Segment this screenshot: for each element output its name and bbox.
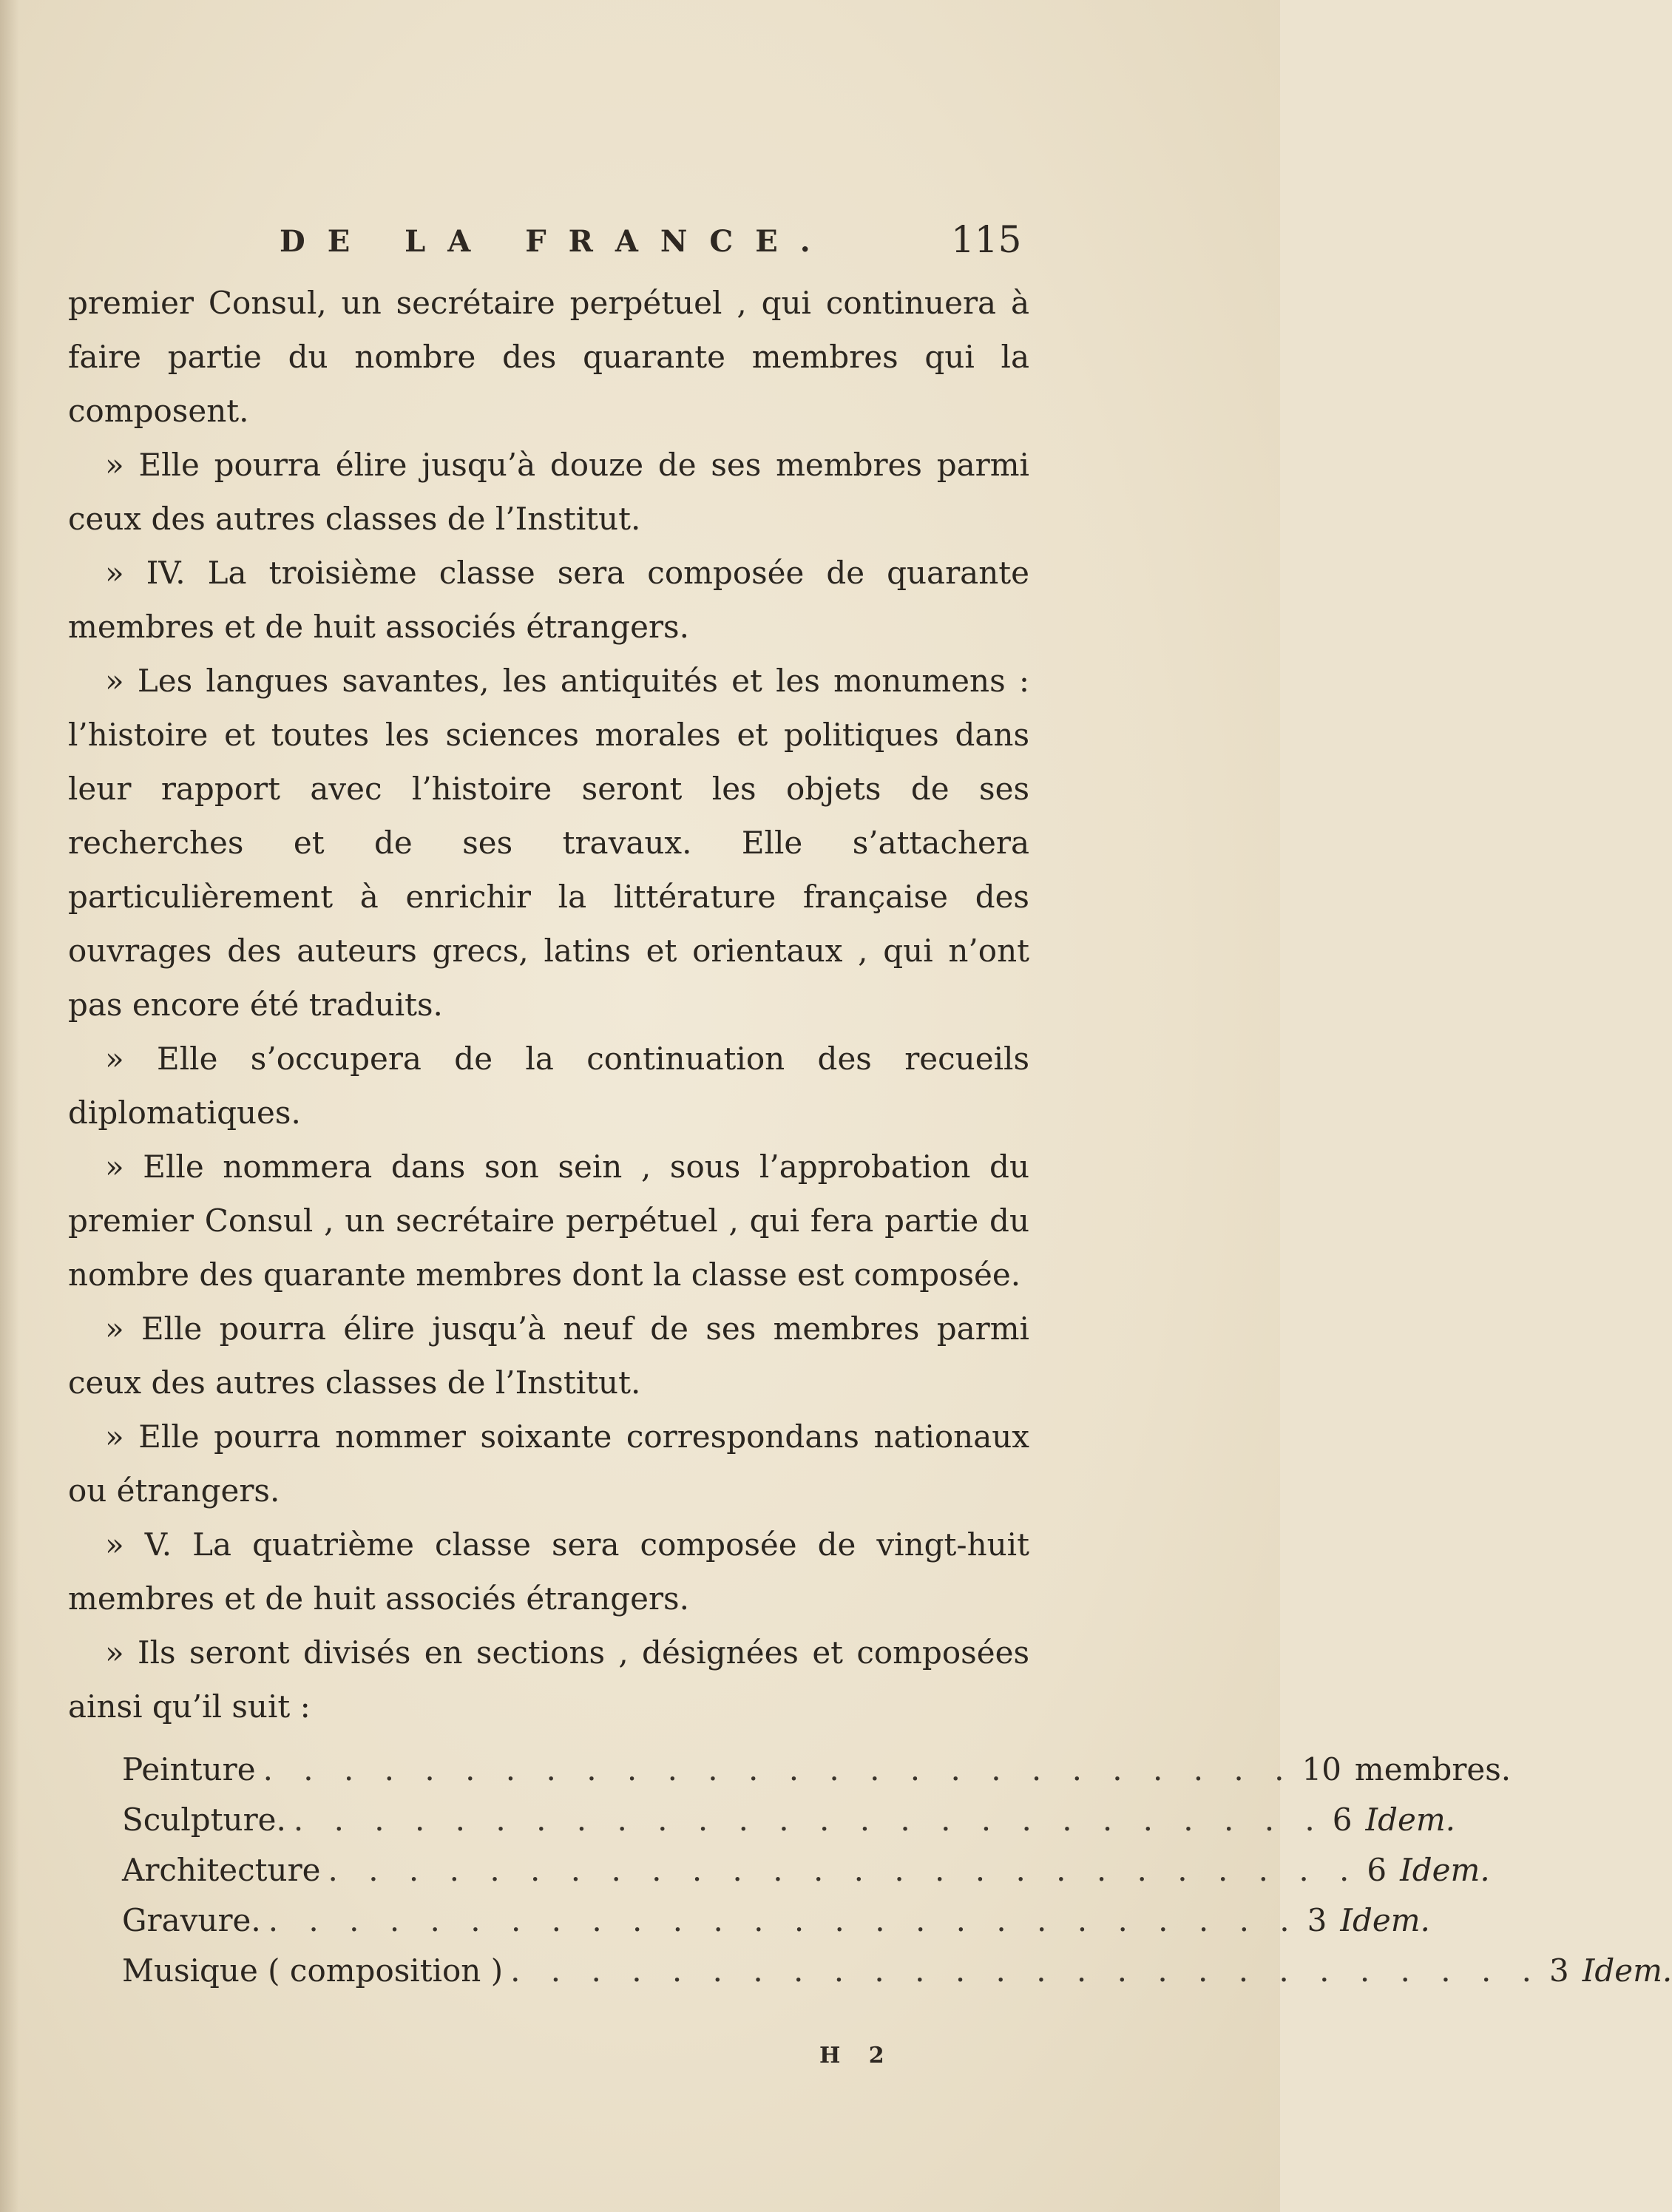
leader-dots: . . . . . . . . . . . . . . . . . . . . . . . . . .: [293, 1802, 1325, 1838]
section-row: [122, 1902, 1430, 1952]
section-name: Musique ( composition ): [122, 1952, 504, 1989]
page-number: 115: [951, 218, 1022, 261]
section-row: [122, 1751, 1512, 1802]
page-edge-shadow: [0, 0, 19, 2212]
section-name: Architecture: [122, 1852, 321, 1888]
paragraph: » IV. La troisième classe sera composée de quarante membres et de huit associés étrangers.: [68, 555, 1029, 645]
section-name: Gravure.: [122, 1902, 261, 1938]
signature-mark: H 2: [819, 2043, 895, 2069]
running-head: DE LA FRANCE.: [280, 224, 833, 259]
section-count: 3: [1549, 1952, 1569, 1989]
leader-dots: . . . . . . . . . . . . . . . . . . . . . . . . . .: [328, 1852, 1360, 1888]
section-name: Sculpture.: [122, 1802, 286, 1838]
section-count: 10: [1302, 1751, 1341, 1787]
paragraph: » Elle pourra nommer soixante correspondans nationaux ou étrangers.: [68, 1418, 1029, 1509]
leader-dots: . . . . . . . . . . . . . . . . . . . . . . . . . .: [268, 1902, 1300, 1938]
paragraph: » Elle nommera dans son sein , sous l’approbation du premier Consul , un secrétaire perpétuel , qui fera partie du nombre des quarante membres dont la classe est composée.: [68, 1149, 1029, 1293]
paragraph: » Ils seront divisés en sections , désignées et composées ainsi qu’il suit :: [68, 1634, 1029, 1725]
section-count: 6: [1332, 1802, 1353, 1838]
paragraph: » Elle pourra élire jusqu’à douze de ses membres parmi ceux des autres classes de l’Institut.: [68, 447, 1029, 537]
section-count: 6: [1367, 1852, 1387, 1888]
leader-dots: . . . . . . . . . . . . . . . . . . . . . . . . . .: [263, 1751, 1295, 1787]
paragraph: » V. La quatrième classe sera composée de vingt-huit membres et de huit associés étrangers.: [68, 1526, 1029, 1617]
section-unit: membres.: [1354, 1751, 1512, 1787]
section-count: 3: [1307, 1902, 1327, 1938]
sections-list: [122, 1751, 1672, 2003]
body-text: [68, 276, 1029, 1734]
paragraph: » Les langues savantes, les antiquités et les monumens : l’histoire et toutes les sciences morales et politiques dans leur rapport avec l’histoire seront les objets de ses recherches et de ses travaux. Elle s’attachera particulièrement à enrichir la littérature française des ouvrages des auteurs grecs, latins et orientaux , qui n’ont pas encore été traduits.: [68, 663, 1029, 1023]
section-name: Peinture: [122, 1751, 256, 1787]
leader-dots: . . . . . . . . . . . . . . . . . . . . . . . . . .: [510, 1952, 1542, 1989]
paragraph: » Elle s’occupera de la continuation des recueils diplomatiques.: [68, 1041, 1029, 1131]
section-unit: Idem.: [1365, 1802, 1456, 1838]
section-unit: Idem.: [1340, 1902, 1430, 1938]
section-row: [122, 1802, 1456, 1852]
section-row: [122, 1952, 1672, 2003]
paragraph: » Elle pourra élire jusqu’à neuf de ses membres parmi ceux des autres classes de l’Institut.: [68, 1310, 1029, 1401]
section-unit: Idem.: [1582, 1952, 1672, 1989]
page-header: [0, 218, 1280, 263]
section-row: [122, 1852, 1490, 1902]
paragraph: premier Consul, un secrétaire perpétuel , qui continuera à faire partie du nombre des quarante membres qui la composent.: [68, 285, 1029, 429]
section-unit: Idem.: [1400, 1852, 1490, 1888]
